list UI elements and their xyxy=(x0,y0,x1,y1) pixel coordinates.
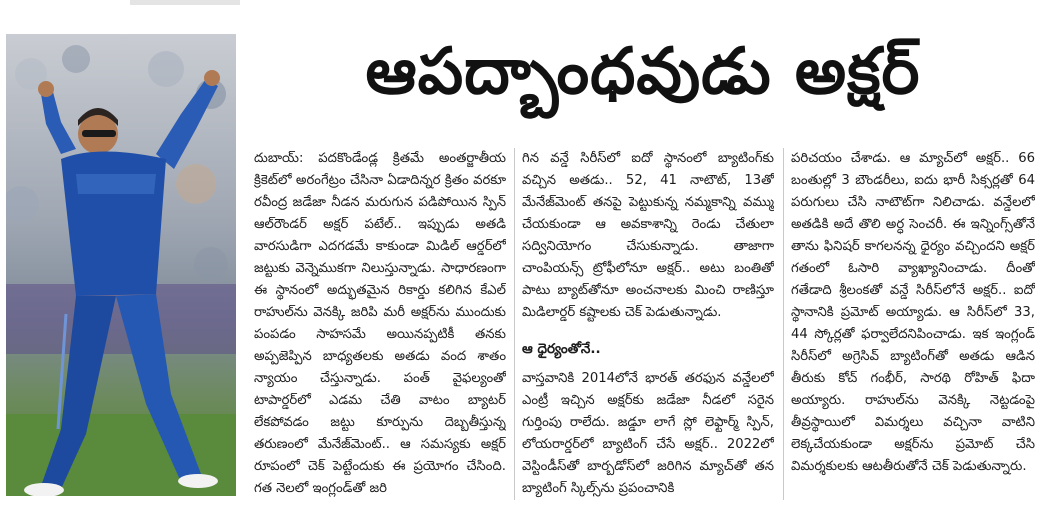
article-column-3 xyxy=(791,148,1035,500)
column-2-text-after: వాస్తవానికి 2014లోనే భారత్ తరఫున వన్డేలలో ఎంట్రీ ఇచ్చిన అక్షర్‌కు జడేజా నీడలో సరైన గుర్తింపు రాలేదు. జడ్డూ లాగే స్లో లెఫ్టార్మ్ స్పిన్, లోయరార్డర్‌లో బ్యాటింగ్ చేసే అక్షర్.. 2022లో వెస్టిండీస్‌తో బార్బడోస్‌లో జరిగిన మ్యాచ్‌తో తన బ్యాటింగ్ స్కిల్స్‌ను ప్రపంచానికి xyxy=(522,371,774,496)
column-1-text: దుబాయ్: పదకొండేండ్ల క్రితమే అంతర్జాతీయ క్రికెట్‌లో అరంగేట్రం చేసినా ఏడాదిన్నర క్రితం వరకూ రవీంద్ర జడేజా నీడన మరుగున పడిపోయిన స్పిన్ ఆల్‌రౌండర్ అక్షర్ పటేల్.. ఇప్పుడు అతడి వారసుడిగా ఎదగడమే కాకుండా మిడిల్ ఆర్డర్‌లో జట్టుకు వెన్నెముకగా నిలుస్తున్నాడు. సాధారణంగా ఈ స్థానంలో అద్భుతమైన రికార్డు కలిగిన కేఎల్ రాహుల్‌ను వెనక్కి జరిపి మరీ అక్షర్‌ను ముందుకు పంపడం సాహసమే అయినప్పటికీ తనకు అప్పజెప్పిన బాధ్యతలకు అతడు వంద శాతం న్యాయం చేస్తున్నాడు. పంత్ వైఫల్యంతో టాపార్డర్‌లో ఎడమ చేతి వాటం బ్యాటర్ లేకపోవడం జట్టు కూర్పును దెబ్బతీస్తున్న తరుణంలో మేనేజ్‌మెంట్.. ఆ సమస్యకు అక్షర్ రూపంలో చెక్ పెట్టేందుకు ఈ ప్రయోగం చేసింది. గత నెలలో ఇంగ్లండ్‌తో జరి xyxy=(254,151,506,496)
column-3-text: పరిచయం చేశాడు. ఆ మ్యాచ్‌లో అక్షర్.. 66 బంతుల్లో 3 బౌండరీలు, ఐదు భారీ సిక్సర్లతో 64 పరుగులు చేసి నాటౌట్‌గా నిలిచాడు. వన్డేలలో అతడికి అదే తొలి అర్ధ సెంచరీ. ఈ ఇన్నింగ్స్‌తోనే తాను ఫినిషర్ కాగలనన్న ధైర్యం వచ్చిందని అక్షర్ గతంలో ఓసారి వ్యాఖ్యానించాడు. దీంతో గతేడాది శ్రీలంకతో వన్డే సిరీస్‌లోనే అక్షర్.. ఐదో స్థానానికి ప్రమోట్ అయ్యాడు. ఆ సిరీస్‌లో 33, 44 స్కోర్లతో ఫర్వాలేదనిపించాడు. ఇక ఇంగ్లండ్ సిరీస్‌లో అగ్రెసివ్ బ్యాటింగ్‌తో అతడు ఆడిన తీరుకు కోచ్ గంభీర్, సారథి రోహిత్ ఫిదా అయ్యారు. రాహుల్‌ను వెనక్కి నెట్టడంపై తీవ్రస్థాయిలో విమర్శలు వచ్చినా వాటిని లెక్కచేయకుండా అక్షర్‌ను ప్రమోట్ చేసి విమర్శకులకు ఆటతీరుతోనే చెక్ పెడుతున్నారు. xyxy=(791,151,1035,474)
article-column-1 xyxy=(254,148,506,500)
article-headline: ఆపద్బాంధవుడు అక్షర్ xyxy=(365,35,921,109)
section-subhead: ఆ ధైర్యంతోనే.. xyxy=(522,341,601,357)
player-photo xyxy=(6,34,236,496)
column-2-text-before: గిన వన్డే సిరీస్‌లో ఐదో స్థానంలో బ్యాటింగ్‌కు వచ్చిన అతడు.. 52, 41 నాటౌట్, 13తో మేనేజ్‌మెంట్ తనపై పెట్టుకున్న నమ్మకాన్ని వమ్ము చేయకుండా ఆ అవకాశాన్ని రెండు చేతులా సద్వినియోగం చేసుకున్నాడు. తాజాగా చాంపియన్స్ ట్రోఫీలోనూ అక్షర్.. అటు బంతితో పాటు బ్యాట్‌తోనూ అంచనాలకు మించి రాణిస్తూ మిడిలార్డర్ కష్టాలకు చెక్ పెడుతున్నాడు. xyxy=(522,151,774,320)
cricketer-illustration xyxy=(6,34,236,496)
top-rule xyxy=(130,0,240,5)
column-divider xyxy=(783,148,784,500)
article-column-2 xyxy=(522,148,774,500)
column-divider xyxy=(514,148,515,500)
